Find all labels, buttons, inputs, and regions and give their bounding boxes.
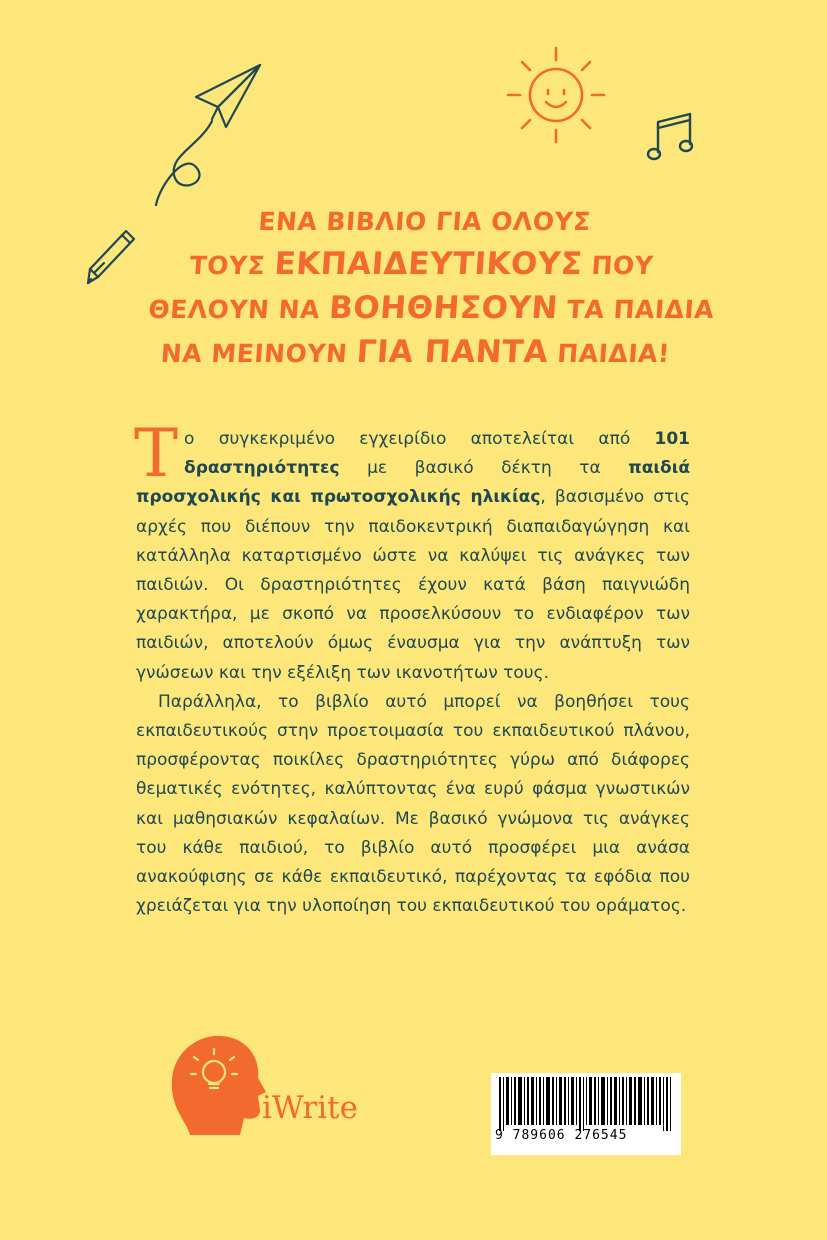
paragraph-1: Το συγκεκριμένο εγχειρίδιο αποτελείται από 101 δραστηριότητες με βασικό δέκτη τα παιδιά προσχολικής και πρωτοσχολικής ηλικίας, βασισμένο στις αρχές που διέπουν την παιδοκεντρική διαπαιδαγώγηση και κατάλληλα καταρτισμένο ώστε να καλύψει τις ανάγκες των παιδιών. Οι δραστηριότητες έχουν κατά βάση παιγνιώδη χαρακτήρα, με σκοπό να προσελκύσουν το ενδιαφέρον των παιδιών, αποτελούν όμως έναυσμα για την ανάπτυξη των γνώσεων και την εξέλιξη των ικανοτήτων τους. bbox=[134, 415, 690, 683]
music-note-icon bbox=[644, 108, 704, 168]
blurb bbox=[134, 415, 690, 921]
tagline bbox=[144, 200, 716, 375]
publisher-name: iWrite bbox=[262, 1090, 358, 1126]
isbn-number: 9 789606 276545 bbox=[495, 1128, 628, 1143]
tagline-line-1: ΕΝΑ ΒΙΒΛΙΟ ΓΙΑ ΟΛΟΥΣ bbox=[257, 207, 592, 236]
drop-cap: Τ bbox=[134, 415, 179, 492]
tagline-line-2: ΤΟΥΣ ΕΚΠΑΙΔΕΥΤΙΚΟΥΣ ΠΟΥ bbox=[188, 246, 655, 282]
tagline-line-3: ΘΕΛΟΥΝ ΝΑ ΒΟΗΘΗΣΟΥΝ ΤΑ ΠΑΙΔΙΑ bbox=[147, 290, 716, 326]
barcode-bars bbox=[499, 1077, 673, 1131]
head-lightbulb-icon bbox=[160, 1030, 380, 1145]
pencil-icon bbox=[82, 225, 142, 295]
barcode bbox=[491, 1073, 681, 1155]
paragraph-2: Παράλληλα, το βιβλίο αυτό μπορεί να βοηθήσει τους εκπαιδευτικούς στην προετοιμασία του εκπαιδευτικού πλάνου, προσφέροντας ποικίλες δραστηριότητες γύρω από διάφορες θεματικές ενότητες, καλύπτοντας ένα ευρύ φάσμα γνωστικών και μαθησιακών κεφαλαίων. Με βασικό γνώμονα τις ανάγκες του κάθε παιδιού, το βιβλίο αυτό προσφέρει μια ανάσα ανακούφισης σε κάθε εκπαιδευτικό, παρέχοντας τα εφόδια που χρειάζεται για την υλοποίηση του εκπαιδευτικού του οράματος. bbox=[136, 691, 690, 917]
tagline-line-4: ΝΑ ΜΕΙΝΟΥΝ ΓΙΑ ΠΑΝΤΑ ΠΑΙΔΙΑ! bbox=[159, 334, 671, 370]
sun-icon bbox=[498, 40, 618, 150]
